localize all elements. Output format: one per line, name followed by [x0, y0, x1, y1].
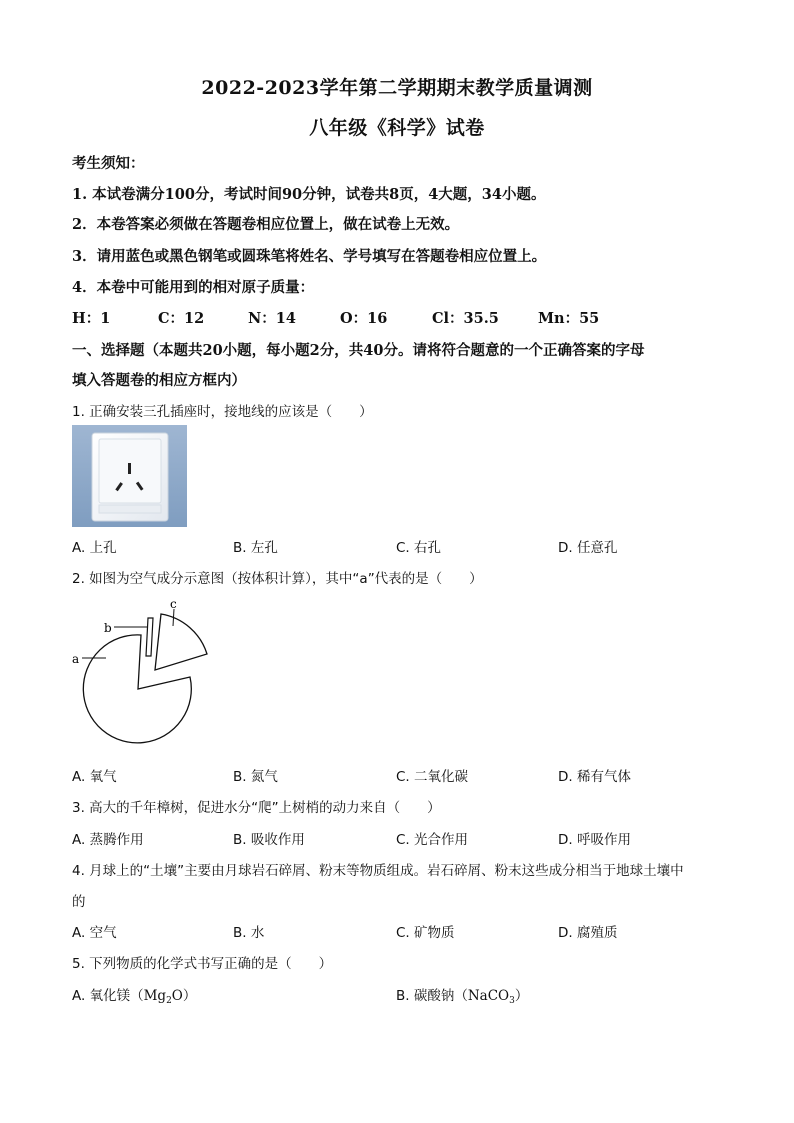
section-heading-line2: 填入答题卷的相应方框内） — [72, 372, 246, 389]
question-1-stem: 1. 正确安装三孔插座时，接地线的应该是（ ） — [72, 404, 373, 420]
question-4-stem-line2: 的 — [72, 894, 86, 910]
question-2-stem: 2. 如图为空气成分示意图（按体积计算），其中“a”代表的是（ ） — [72, 571, 483, 587]
q4-option-a[interactable]: A. 空气 — [72, 925, 117, 941]
q4-option-b[interactable]: B. 水 — [233, 925, 265, 941]
mass-mn: Mn：55 — [538, 310, 600, 327]
notice-item-2: 2．本卷答案必须做在答题卷相应位置上，做在试卷上无效。 — [72, 216, 460, 233]
notice-item-4: 4．本卷中可能用到的相对原子质量： — [72, 279, 315, 296]
q5-option-b-label: B. 碳酸钠（ — [396, 988, 468, 1004]
q2-option-a[interactable]: A. 氧气 — [72, 769, 117, 785]
q4-option-c[interactable]: C. 矿物质 — [396, 925, 455, 941]
q5-option-a-formula: $Mg_2O$ — [143, 988, 183, 1006]
label-c: c — [170, 597, 177, 611]
q5-option-b-formula: NaCO$_3$ — [467, 988, 515, 1006]
q5-option-b[interactable] — [396, 984, 528, 1006]
mass-h: H：1 — [72, 310, 111, 327]
exam-title: 2022-2023学年第二学期期末教学质量调测 — [201, 77, 593, 99]
q5-option-a-close: ） — [182, 988, 197, 1004]
label-a: a — [72, 652, 80, 666]
q3-option-a[interactable]: A. 蒸腾作用 — [72, 832, 144, 848]
q2-option-b[interactable]: B. 氮气 — [233, 769, 278, 785]
notice-item-3: 3．请用蓝色或黑色钢笔或圆珠笔将姓名、学号填写在答题卷相应位置上。 — [72, 248, 547, 265]
air-composition-diagram — [66, 596, 216, 748]
q5-option-a-label: A. 氧化镁（ — [72, 988, 144, 1004]
q1-option-a[interactable]: A. 上孔 — [72, 540, 117, 556]
q4-option-d[interactable]: D. 腐殖质 — [558, 925, 618, 941]
q3-option-b[interactable]: B. 吸收作用 — [233, 832, 305, 848]
label-b: b — [104, 621, 112, 635]
q3-option-d[interactable]: D. 呼吸作用 — [558, 832, 631, 848]
question-3-stem: 3. 高大的千年樟树，促进水分“爬”上树梢的动力来自（ ） — [72, 800, 441, 816]
q1-option-b[interactable]: B. 左孔 — [233, 540, 278, 556]
q5-option-b-close: ） — [514, 988, 529, 1004]
mass-c: C：12 — [158, 310, 205, 327]
notice-heading: 考生须知： — [72, 155, 145, 172]
q1-option-d[interactable]: D. 任意孔 — [558, 540, 618, 556]
q1-option-c[interactable]: C. 右孔 — [396, 540, 442, 556]
section-heading-line1: 一、选择题（本题共20小题，每小题2分，共40分。请将符合题意的一个正确答案的字母 — [72, 342, 645, 359]
mass-cl: Cl：35.5 — [432, 310, 499, 327]
question-5-stem: 5. 下列物质的化学式书写正确的是（ ） — [72, 956, 333, 972]
exam-subtitle: 八年级《科学》试卷 — [309, 117, 485, 139]
mass-o: O：16 — [340, 310, 388, 327]
q2-option-c[interactable]: C. 二氧化碳 — [396, 769, 469, 785]
q3-option-c[interactable]: C. 光合作用 — [396, 832, 469, 848]
notice-item-1: 1. 本试卷满分100分，考试时间90分钟，试卷共8页，4大题，34小题。 — [72, 186, 546, 203]
question-4-stem-line1: 4. 月球上的“土壤”主要由月球岩石碎屑、粉末等物质组成。岩石碎屑、粉末这些成分相当于地球土壤中 — [72, 863, 684, 879]
q5-option-a[interactable] — [72, 984, 196, 1006]
q2-option-d[interactable]: D. 稀有气体 — [558, 769, 631, 785]
socket-image — [72, 425, 187, 527]
mass-n: N：14 — [248, 310, 296, 327]
